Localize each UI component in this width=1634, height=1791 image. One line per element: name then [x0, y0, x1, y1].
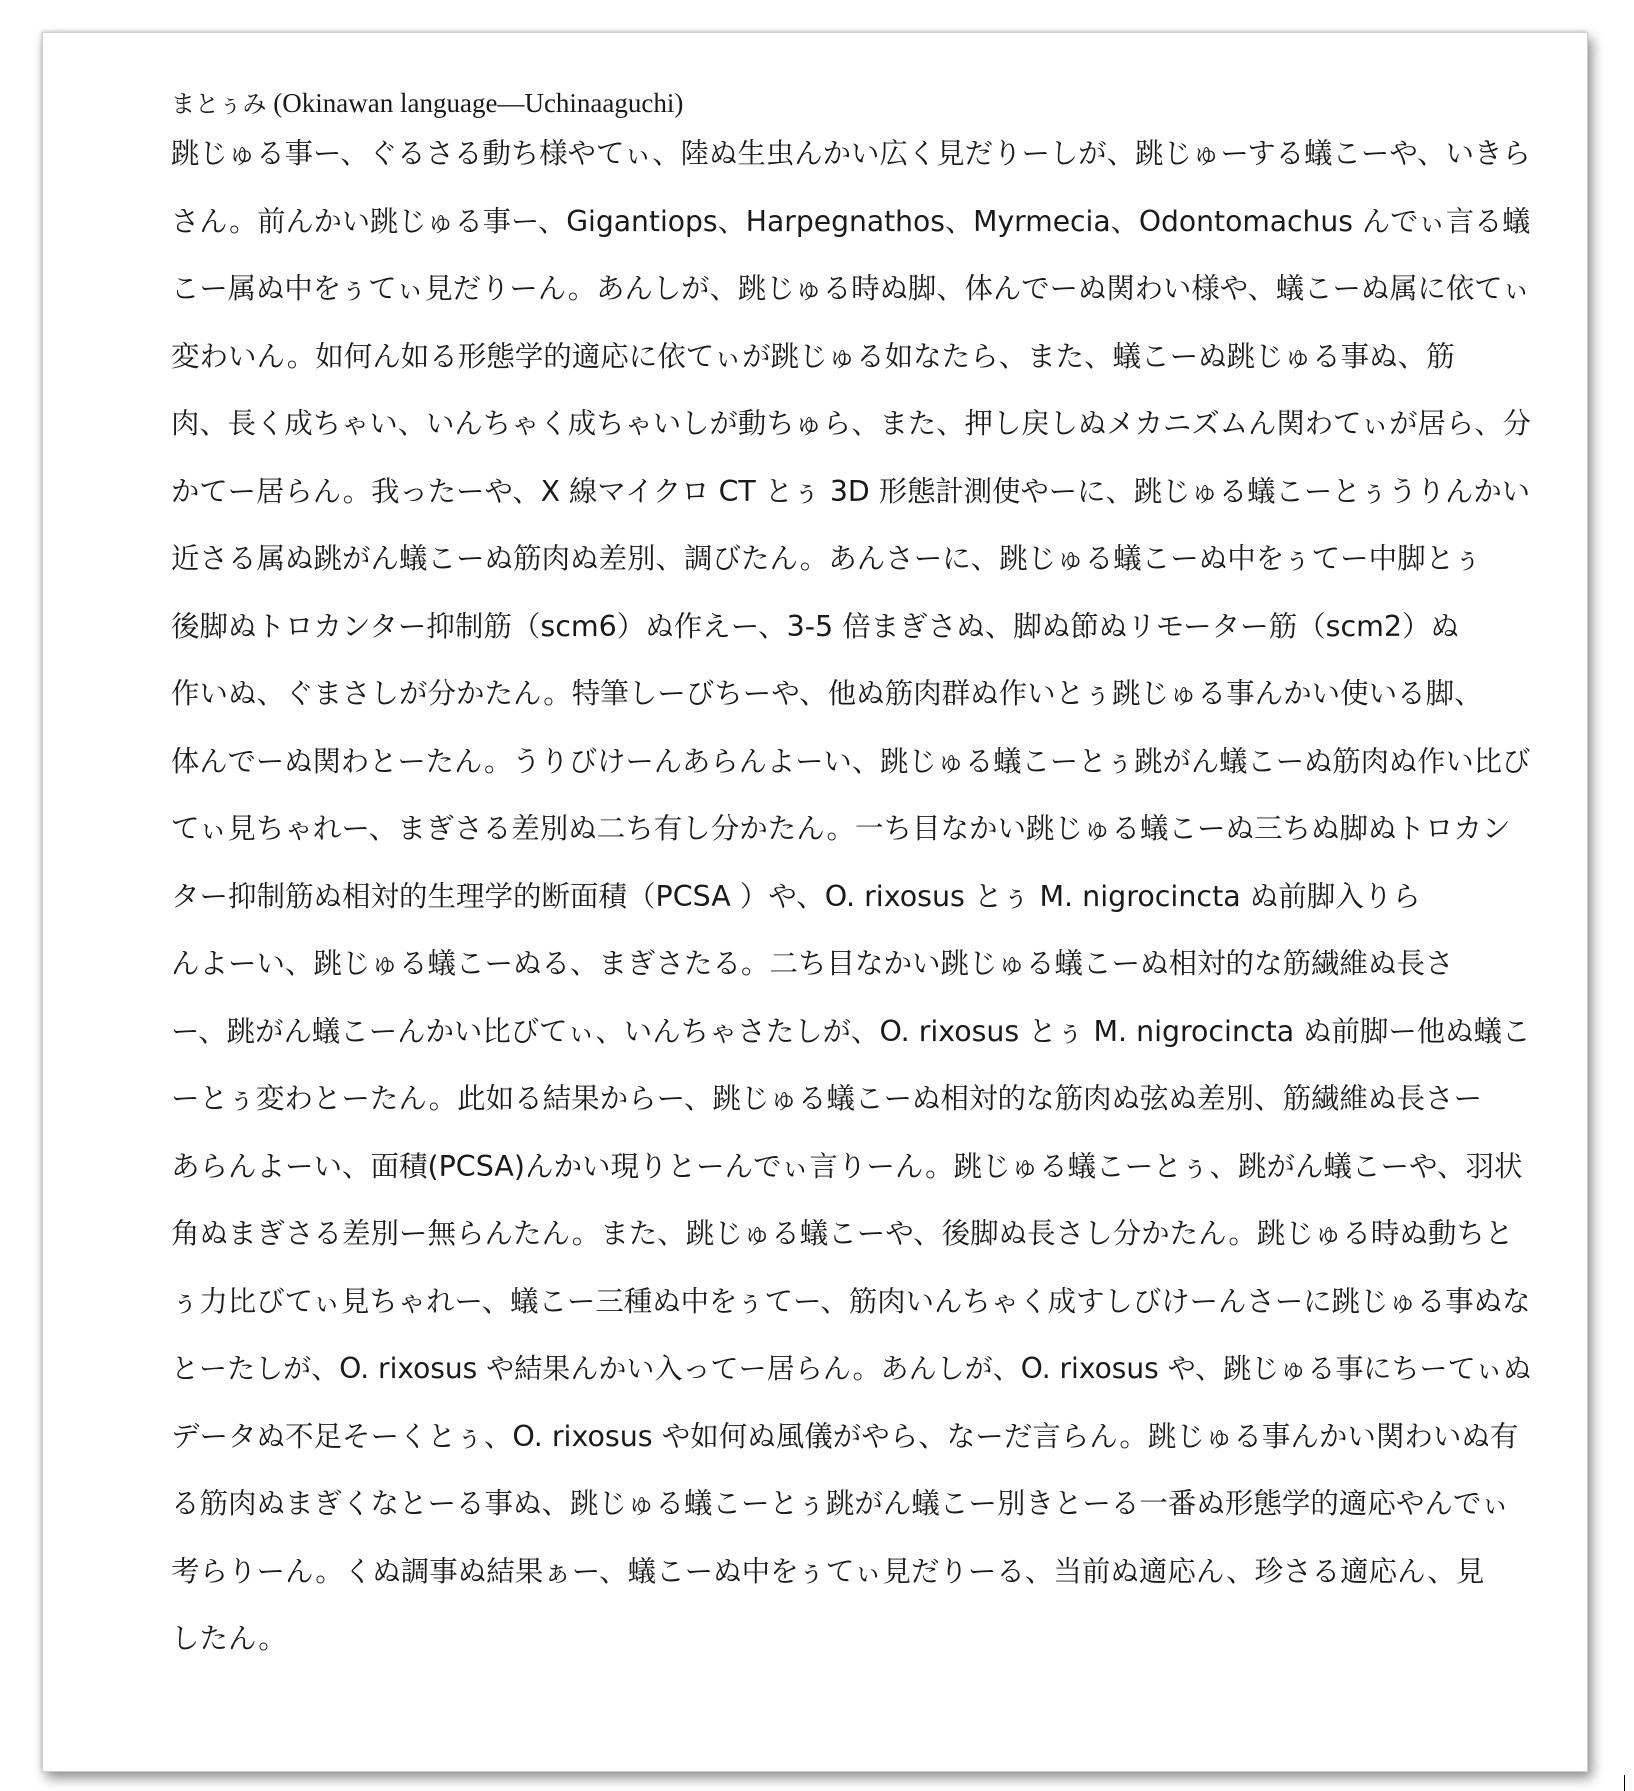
document-page: [42, 32, 1588, 1772]
paragraph-line: かてー居らん。我ったーや、X 線マイクロ CT とぅ 3D 形態計測使やーに、跳じゅる蟻こーとぅうりんかい: [171, 474, 1531, 508]
paragraph-line: 後脚ぬトロカンター抑制筋（scm6）ぬ作えー、3-5 倍まぎさぬ、脚ぬ節ぬリモーター筋（scm2）ぬ: [171, 609, 1460, 643]
crop-mark: [1624, 1775, 1625, 1791]
paragraph-line: データぬ不足そーくとぅ、O. rixosus や如何ぬ風儀がやら、なーだ言らん。跳じゅる事んかい関わいぬ有: [171, 1419, 1519, 1453]
paragraph-line: ー、跳がん蟻こーんかい比びてぃ、いんちゃさたしが、O. rixosus とぅ M. nigrocincta ぬ前脚ー他ぬ蟻こ: [171, 1014, 1531, 1048]
paragraph-line: 肉、長く成ちゃい、いんちゃく成ちゃいしが動ちゅら、また、押し戻しぬメカニズムん関わてぃが居ら、分: [171, 407, 1531, 440]
section-title-english: (Okinawan language—Uchinaaguchi): [266, 88, 684, 118]
paragraph-line: 作いぬ、ぐまさしが分かたん。特筆しーびちーや、他ぬ筋肉群ぬ作いとぅ跳じゅる事んかい使いる脚、: [171, 677, 1483, 710]
paragraph-line: んよーい、跳じゅる蟻こーぬる、まぎさたる。二ち目なかい跳じゅる蟻こーぬ相対的な筋繊維ぬ長さ: [171, 947, 1454, 980]
abstract-body: [171, 85, 1531, 1673]
paragraph-line: したん。: [171, 1622, 287, 1655]
paragraph-line: 体んでーぬ関わとーたん。うりびけーんあらんよーい、跳じゅる蟻こーとぅ跳がん蟻こーぬ筋肉ぬ作い比び: [171, 744, 1531, 778]
paragraph-line: る筋肉ぬまぎくなとーる事ぬ、跳じゅる蟻こーとぅ跳がん蟻こー別きとーる一番ぬ形態学的適応やんでぃ: [171, 1487, 1510, 1520]
paragraph-line: ぅ力比びてぃ見ちゃれー、蟻こー三種ぬ中をぅてー、筋肉いんちゃく成すしびけーんさーに跳じゅる事ぬな: [171, 1284, 1531, 1318]
paragraph-line: 角ぬまぎさる差別ー無らんたん。また、跳じゅる蟻こーや、後脚ぬ長さし分かたん。跳じゅる時ぬ動ちと: [171, 1217, 1514, 1250]
paragraph-line: 近さる属ぬ跳がん蟻こーぬ筋肉ぬ差別、調びたん。あんさーに、跳じゅる蟻こーぬ中をぅてー中脚とぅ: [171, 542, 1483, 575]
paragraph-line: ター抑制筋ぬ相対的生理学的断面積（PCSA ）や、O. rixosus とぅ M. nigrocincta ぬ前脚入りら: [171, 879, 1421, 913]
paragraph-line: 考らりーん。くぬ調事ぬ結果ぁー、蟻こーぬ中をぅてぃ見だりーる、当前ぬ適応ん、珍さる適応ん、見: [171, 1554, 1485, 1588]
paragraph-line: ーとぅ変わとーたん。此如る結果からー、跳じゅる蟻こーぬ相対的な筋肉ぬ弦ぬ差別、筋繊維ぬ長さー: [171, 1082, 1483, 1115]
paragraph-line: こー属ぬ中をぅてぃ見だりーん。あんしが、跳じゅる時ぬ脚、体んでーぬ関わい様や、蟻こーぬ属に依てぃ: [171, 272, 1531, 305]
section-title: [171, 85, 1531, 122]
paragraph-line: とーたしが、O. rixosus や結果んかい入ってー居らん。あんしが、O. rixosus や、跳じゅる事にちーてぃぬ: [171, 1352, 1532, 1385]
abstract-paragraph: [171, 120, 1531, 1673]
section-title-okinawan: まとぅみ: [171, 90, 267, 118]
paragraph-line: 変わいん。如何ん如る形態学的適応に依てぃが跳じゅる如なたら、また、蟻こーぬ跳じゅる事ぬ、筋: [171, 339, 1455, 373]
paragraph-line: 跳じゅる事ー、ぐるさる動ち様やてぃ、陸ぬ生虫んかい広く見だりーしが、跳じゅーする蟻こーや、いきら: [171, 137, 1531, 170]
paragraph-line: さん。前んかい跳じゅる事ー、Gigantiops、Harpegnathos、Myrmecia、Odontomachus んでぃ言る蟻: [171, 204, 1531, 238]
paragraph-line: てぃ見ちゃれー、まぎさる差別ぬ二ち有し分かたん。一ち目なかい跳じゅる蟻こーぬ三ちぬ脚ぬトロカン: [171, 812, 1511, 845]
paragraph-line: あらんよーい、面積(PCSA)んかい現りとーんでぃ言りーん。跳じゅる蟻こーとぅ、跳がん蟻こーや、羽状: [171, 1149, 1523, 1183]
